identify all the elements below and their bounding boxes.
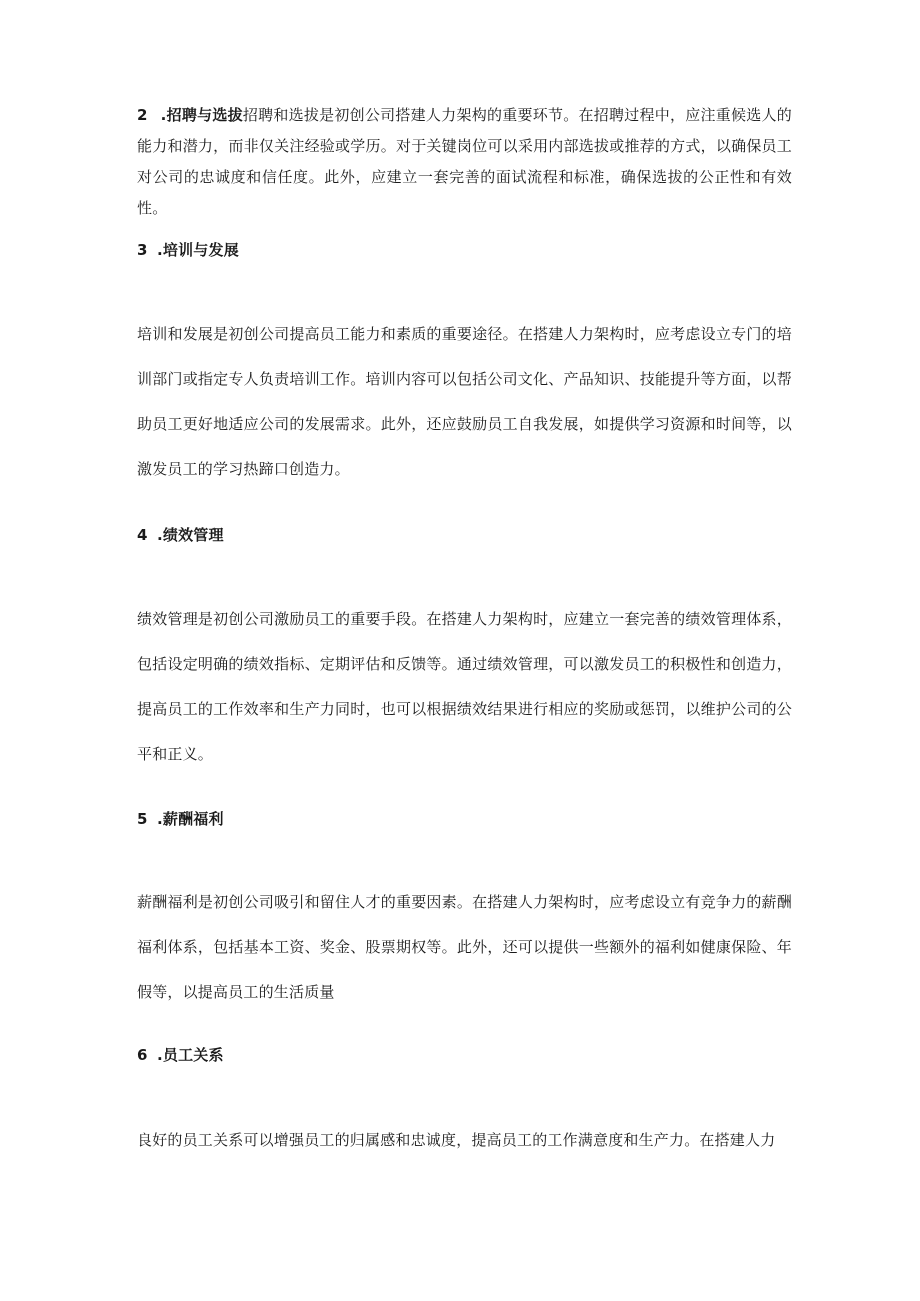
section-3-title: .培训与发展 (157, 241, 239, 259)
section-2-paragraph (137, 100, 792, 224)
section-5-number: 5 (137, 810, 148, 828)
section-6-number: 6 (137, 1046, 148, 1064)
section-4-number: 4 (137, 526, 148, 544)
section-3-body: 培训和发展是初创公司提高员工能力和素质的重要途径。在搭建人力架构时，应考虑设立专门的培训部门或指定专人负责培训工作。培训内容可以包括公司文化、产品知识、技能提升等方面，以帮助员工更好地适应公司的发展需求。此外，还应鼓励员工自我发展，如提供学习资源和时间等，以激发员工的学习热蹄口创造力。 (137, 325, 792, 478)
section-3-heading (137, 235, 792, 266)
section-4-heading (137, 520, 792, 551)
section-4-body: 绩效管理是初创公司激励员工的重要手段。在搭建人力架构时，应建立一套完善的绩效管理体系，包括设定明确的绩效指标、定期评估和反馈等。通过绩效管理，可以激发员工的积极性和创造力，提高员工的工作效率和生产力同时，也可以根据绩效结果进行相应的奖励或惩罚，以维护公司的公平和正义。 (137, 610, 792, 763)
section-6-heading (137, 1040, 792, 1071)
section-2-body: 招聘和选拔是初创公司搭建人力架构的重要环节。在招聘过程中，应注重候选人的能力和潜力，而非仅关注经验或学历。对于关键岗位可以采用内部选拔或推荐的方式，以确保员工对公司的忠诚度和信任度。此外，应建立一套完善的面试流程和标准，确保选拔的公正性和有效性。 (137, 106, 792, 217)
section-6-body: 良好的员工关系可以增强员工的归属感和忠诚度，提高员工的工作满意度和生产力。在搭建人力 (137, 1131, 776, 1149)
section-5-title: .薪酬福利 (157, 810, 224, 828)
section-6-title: .员工关系 (157, 1046, 224, 1064)
section-3-number: 3 (137, 241, 148, 259)
section-5-body: 薪酬福利是初创公司吸引和留住人才的重要因素。在搭建人力架构时，应考虑设立有竞争力的薪酬福利体系，包括基本工资、奖金、股票期权等。此外，还可以提供一些额外的福利如健康保险、年假等，以提高员工的生活质量 (137, 893, 792, 1001)
section-5-heading (137, 804, 792, 835)
section-2-title: .招聘与选拔 (160, 106, 243, 124)
section-4-title: .绩效管理 (157, 526, 224, 544)
section-2-number: 2 (137, 106, 148, 124)
